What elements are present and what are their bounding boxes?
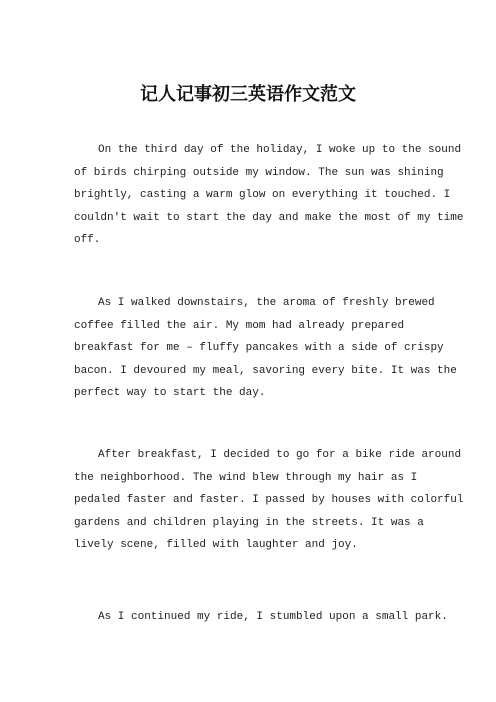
- text-line: couldn't wait to start the day and make the most of my time: [74, 211, 464, 224]
- text-line: gardens and children playing in the streets. It was a: [74, 516, 424, 529]
- paragraph-4: [74, 606, 448, 629]
- text-line: As I walked downstairs, the aroma of freshly brewed: [98, 297, 435, 309]
- text-line: brightly, casting a warm glow on everything it touched. I: [74, 189, 451, 202]
- text-line: After breakfast, I decided to go for a bike ride around: [98, 449, 462, 461]
- text-line: pedaled faster and faster. I passed by houses with colorful: [74, 494, 464, 507]
- text-line: lively scene, filled with laughter and joy.: [74, 539, 358, 552]
- text-line: the neighborhood. The wind blew through my hair as I: [74, 471, 418, 484]
- paragraph-3: [74, 444, 464, 557]
- paragraph-1: [74, 139, 464, 252]
- text-line: bacon. I devoured my meal, savoring every bite. It was the: [74, 364, 457, 377]
- text-line: coffee filled the air. My mom had already prepared: [74, 319, 405, 332]
- text-line: of birds chirping outside my window. The sun was shining: [74, 166, 444, 179]
- text-line: perfect way to start the day.: [74, 387, 266, 400]
- paragraph-2: [74, 292, 457, 405]
- text-line: breakfast for me – fluffy pancakes with a side of crispy: [74, 342, 444, 355]
- text-line: On the third day of the holiday, I woke up to the sound: [98, 144, 462, 156]
- text-line: off.: [74, 234, 101, 247]
- document-title: 记人记事初三英语作文范文: [140, 84, 356, 105]
- text-line: As I continued my ride, I stumbled upon a small park.: [98, 611, 448, 623]
